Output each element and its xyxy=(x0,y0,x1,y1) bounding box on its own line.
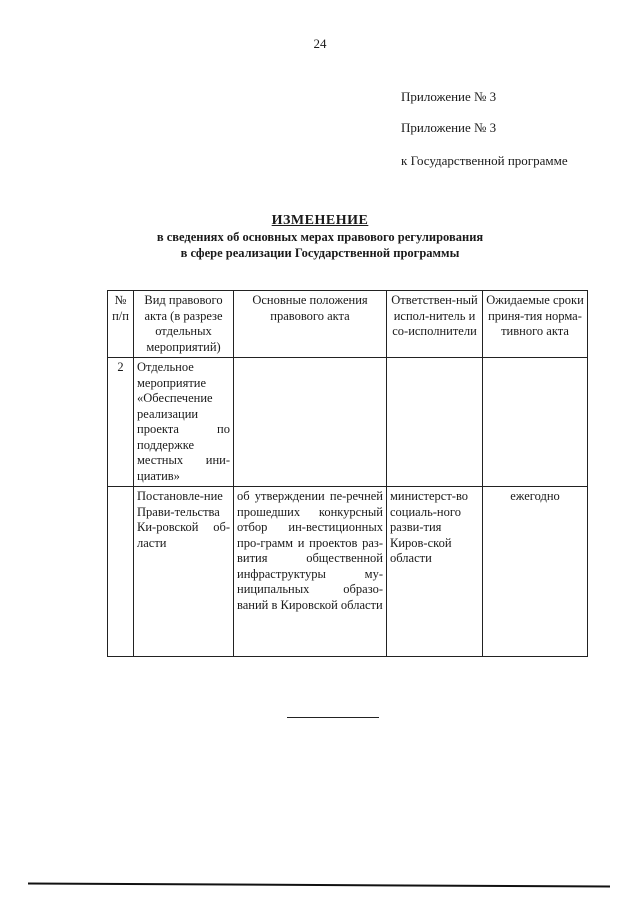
title-subtitle-line1: в сведениях об основных мерах правового регулирования xyxy=(156,230,484,244)
title-main: ИЗМЕНЕНИЕ xyxy=(271,213,369,228)
act-type-cell: Отдельное мероприятие «Обеспечение реализации проекта по поддержке местных ини-циатив» xyxy=(134,358,234,487)
column-header-responsible: Ответствен-ный испол-нитель и со-исполнители xyxy=(387,291,483,358)
responsible-cell xyxy=(387,358,483,487)
table-row xyxy=(108,358,588,487)
legal-measures-table xyxy=(107,290,588,657)
document-title xyxy=(0,212,640,261)
deadline-cell: ежегодно xyxy=(483,487,588,657)
page-number: 24 xyxy=(313,36,327,51)
title-subtitle-line2: в сфере реализации Государственной программы xyxy=(180,246,460,260)
column-header-deadline: Ожидаемые сроки приня-тия норма-тивного акта xyxy=(483,291,588,358)
provisions-cell: об утверждении пе-речней прошедших конкурсный отбор ин-вестиционных про-грамм и проектов раз-вития общественной инфраструктуры му-ниципальных образо-ваний в Кировской области xyxy=(234,487,387,657)
column-header-number: № п/п xyxy=(108,291,134,358)
column-header-provisions: Основные положения правового акта xyxy=(234,291,387,358)
separator-line xyxy=(287,717,379,718)
row-number: 2 xyxy=(108,358,134,487)
table-header-row xyxy=(108,291,588,358)
table-row xyxy=(108,487,588,657)
page-bottom-edge-line xyxy=(28,882,610,887)
responsible-cell: министерст-во социаль-ного разви-тия Киров-ской области xyxy=(387,487,483,657)
deadline-cell xyxy=(483,358,588,487)
row-number xyxy=(108,487,134,657)
column-header-act-type: Вид правового акта (в разрезе отдельных мероприятий) xyxy=(134,291,234,358)
appendix-reference: к Государственной программе xyxy=(401,153,568,168)
appendix-label: Приложение № 3 xyxy=(401,89,497,104)
provisions-cell xyxy=(234,358,387,487)
act-type-cell: Постановле-ние Прави-тельства Ки-ровской об-ласти xyxy=(134,487,234,657)
appendix-label-repeat: Приложение № 3 xyxy=(401,120,497,135)
